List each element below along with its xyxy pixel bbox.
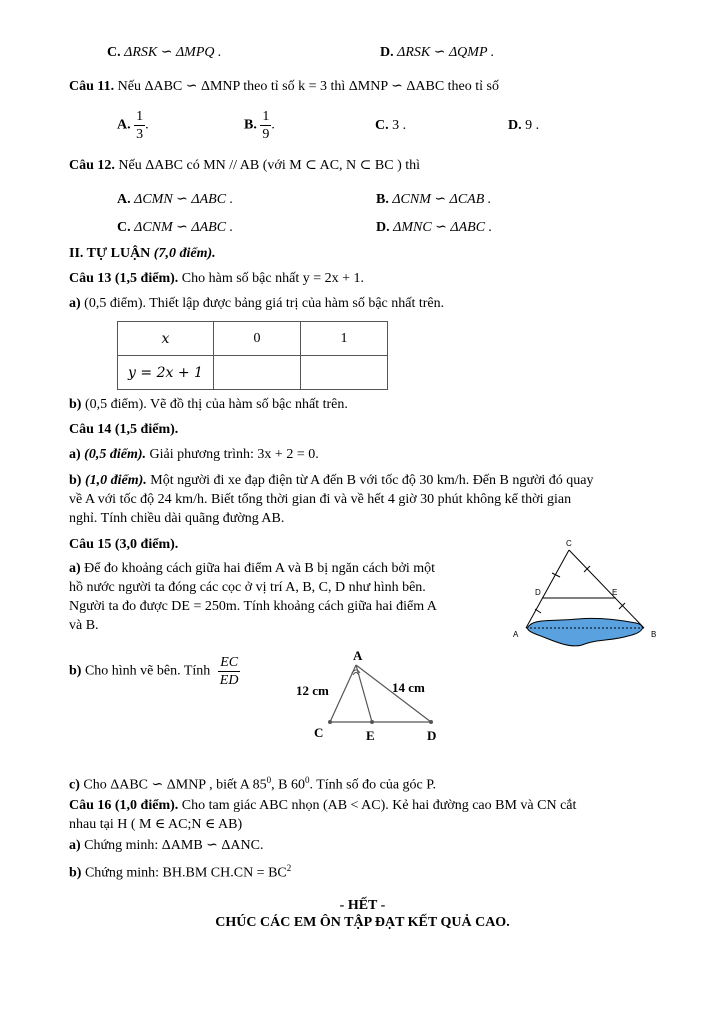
degree-sup: 0	[304, 775, 310, 785]
part-label: a)	[69, 447, 81, 462]
length-label-ac: 12 cm	[296, 683, 329, 698]
part-text: Cho ΔABC ∽ ΔMNP , biết A 85	[83, 777, 267, 793]
section-points: (7,0 điểm).	[153, 246, 216, 261]
numerator: EC	[218, 654, 241, 672]
part-text: (0,5 điểm). Vẽ đồ thị của hàm số bậc nhất trên.	[84, 397, 348, 412]
part-text: . Tính số đo của góc P.	[309, 777, 436, 793]
fraction	[260, 108, 271, 143]
part-label: b)	[69, 397, 82, 412]
part-label: b)	[69, 663, 82, 679]
question-text: Cho tam giác ABC nhọn (AB < AC). Kẻ hai đường cao BM và CN cắt	[181, 798, 577, 813]
table-row	[118, 322, 388, 356]
point-d-dot	[429, 720, 433, 724]
q15-part-b	[69, 654, 240, 689]
option-text: ΔMNC ∽ ΔABC .	[393, 220, 493, 235]
question-text: Cho hàm số bậc nhất y = 2x + 1.	[181, 271, 364, 286]
option-label: A.	[117, 117, 131, 133]
option-label: C.	[107, 45, 121, 60]
point-c-dot	[328, 720, 332, 724]
part-text: Chứng minh: BH.BM CH.CN = BC	[84, 865, 287, 881]
option-text: ΔCNM ∽ ΔABC .	[134, 220, 234, 235]
exponent-sup: 2	[286, 863, 292, 873]
q16-part-b	[69, 859, 291, 883]
q10-option-c	[107, 44, 222, 62]
q14-part-a	[69, 446, 319, 464]
point-label-d: D	[427, 728, 437, 743]
table-header-cell: x	[118, 322, 214, 356]
point-label-d: D	[535, 588, 541, 597]
part-text: (0,5 điểm). Thiết lập được bảng giá trị của hàm số bậc nhất trên.	[84, 296, 445, 311]
fraction	[218, 654, 241, 689]
fraction	[134, 108, 145, 143]
q13-part-b	[69, 396, 348, 414]
part-label: a)	[69, 561, 81, 576]
question-label: Câu 11.	[69, 79, 115, 94]
option-label: A.	[117, 192, 131, 207]
option-text: ΔRSK ∽ ΔQMP .	[397, 45, 495, 60]
q11-option-b	[244, 108, 275, 143]
part-points: (0,5 điểm).	[84, 447, 146, 462]
lake-shape	[528, 618, 643, 646]
table-row-label: y = 2x + 1	[118, 356, 214, 390]
q12-option-c	[117, 219, 233, 237]
q15-part-a-line2: hồ nước người ta đóng các cọc ở vị trí A, B, C, D như hình bên.	[69, 580, 426, 595]
part-text: Chứng minh: ΔAMB ∽ ΔANC.	[84, 838, 264, 853]
closing-wish: CHÚC CÁC EM ÔN TẬP ĐẠT KẾT QUẢ CAO.	[215, 915, 510, 930]
q16-line1	[69, 797, 576, 815]
q11-stem	[69, 78, 499, 96]
option-text: ΔCNM ∽ ΔCAB .	[392, 192, 492, 207]
part-text: Giải phương trình: 3x + 2 = 0.	[149, 447, 319, 462]
part-label: b)	[69, 473, 82, 488]
q13-part-a	[69, 295, 444, 313]
q12-option-b	[376, 191, 491, 209]
denominator: ED	[219, 673, 239, 688]
point-label-a: A	[353, 648, 363, 663]
option-label: B.	[244, 117, 257, 133]
table-cell[interactable]	[301, 356, 388, 390]
numerator: 1	[262, 109, 270, 124]
option-text: 3 .	[392, 118, 407, 133]
point-label-c: C	[566, 539, 572, 548]
q11-option-c	[375, 117, 406, 135]
q12-option-a	[117, 191, 233, 209]
part-label: a)	[69, 296, 81, 311]
q15-part-a-line3: Người ta đo được DE = 250m. Tính khoảng cách giữa hai điểm A	[69, 599, 437, 614]
question-text: Nếu ΔABC có MN // AB (với M ⊂ AC, N ⊂ BC ) thì	[118, 158, 421, 173]
table-cell[interactable]	[214, 356, 301, 390]
length-label-ad: 14 cm	[392, 680, 425, 695]
q10-option-d	[380, 44, 494, 62]
table-header-cell: 0	[214, 322, 301, 356]
q15-part-a-line4: và B.	[69, 618, 99, 633]
q12-stem	[69, 157, 420, 175]
side-ac	[330, 665, 356, 722]
triangle-acd-figure	[290, 645, 450, 745]
point-label-b: B	[651, 630, 657, 639]
part-text: Để đo khoảng cách giữa hai điểm A và B bị ngăn cách bởi một	[84, 561, 436, 576]
question-label: Câu 12.	[69, 158, 115, 173]
question-label: Câu 16 (1,0 điểm).	[69, 798, 179, 813]
question-label: Câu 13 (1,5 điểm).	[69, 271, 179, 286]
option-label: D.	[376, 220, 390, 235]
point-label-c: C	[314, 725, 324, 740]
q14-label: Câu 14 (1,5 điểm).	[69, 422, 179, 437]
q15-part-c	[69, 771, 436, 795]
q15-label: Câu 15 (3,0 điểm).	[69, 537, 179, 552]
option-text: 9 .	[525, 118, 540, 133]
table-header-cell: 1	[301, 322, 388, 356]
point-label-a: A	[513, 630, 519, 639]
option-suffix: .	[271, 117, 275, 133]
option-label: D.	[508, 118, 522, 133]
q16-part-a	[69, 837, 263, 855]
option-text: ΔCMN ∽ ΔABC .	[134, 192, 234, 207]
q13-stem	[69, 270, 364, 288]
option-label: C.	[375, 118, 389, 133]
point-e-dot	[370, 720, 374, 724]
q16-line2: nhau tại H ( M ∈ AC;N ∈ AB)	[69, 817, 243, 832]
degree-sup: 0	[266, 775, 272, 785]
part-text: , B 60	[271, 777, 305, 793]
q11-option-d	[508, 117, 539, 135]
q14-part-b-line2: về A với tốc độ 24 km/h. Biết tổng thời gian đi và về hết 4 giờ 30 phút không kể thời gian	[69, 492, 572, 507]
section-title	[69, 245, 216, 263]
numerator: 1	[136, 109, 144, 124]
q15-part-a-line1	[69, 560, 435, 578]
point-label-e: E	[366, 728, 375, 743]
end-marker: - HẾT -	[339, 898, 386, 913]
option-suffix: .	[145, 117, 149, 133]
lake-triangle-figure	[508, 535, 668, 655]
part-label: a)	[69, 838, 81, 853]
point-label-e: E	[612, 588, 618, 597]
q12-option-d	[376, 219, 492, 237]
part-label: b)	[69, 865, 82, 881]
denominator: 9	[262, 127, 270, 142]
part-text: Một người đi xe đạp điện từ A đến B với tốc độ 30 km/h. Đến B người đó quay	[150, 473, 594, 488]
option-label: C.	[117, 220, 131, 235]
side-cb	[569, 550, 644, 628]
part-points: (1,0 điểm).	[84, 473, 147, 488]
part-label: c)	[69, 777, 80, 793]
question-text: Nếu ΔABC ∽ ΔMNP theo tỉ số k = 3 thì ΔMNP ∽ ΔABC theo tỉ số	[117, 79, 499, 94]
part-text: Cho hình vẽ bên. Tính	[84, 663, 211, 679]
q14-part-b-line1	[69, 472, 593, 490]
tick-mark	[619, 603, 625, 609]
section-heading: II. TỰ LUẬN	[69, 246, 151, 261]
option-text: ΔRSK ∽ ΔMPQ .	[124, 45, 222, 60]
side-ca	[526, 550, 569, 628]
option-label: B.	[376, 192, 389, 207]
table-row	[118, 356, 388, 390]
value-table	[117, 321, 388, 390]
denominator: 3	[136, 127, 144, 142]
q14-part-b-line3: nghỉ. Tính chiều dài quãng đường AB.	[69, 511, 285, 526]
q11-option-a	[117, 108, 149, 143]
option-label: D.	[380, 45, 394, 60]
